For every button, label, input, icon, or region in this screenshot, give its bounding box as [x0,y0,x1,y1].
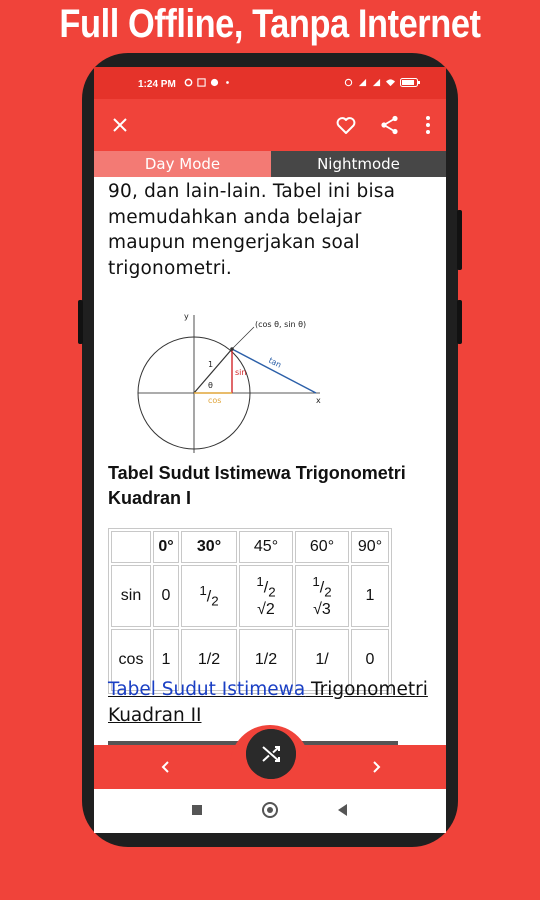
system-nav-bar [94,789,446,833]
y-axis-label: y [184,312,189,321]
signal-icon [358,78,367,87]
article-paragraph: 90, dan lain-lain. Tabel ini bisa memudahkan anda belajar maupun mengerjakan soal trigonometri. [108,181,396,279]
tan-label: tan [267,355,283,370]
phone-side-button [78,300,83,344]
table-cell: 0 [351,629,389,691]
recent-apps-icon[interactable] [192,805,202,815]
home-icon[interactable] [262,802,278,818]
status-system-icons [344,78,420,87]
alarm-icon [344,78,353,87]
table-cell: 0 [153,565,179,627]
close-icon[interactable] [108,113,132,137]
app-notification-icon [210,78,219,87]
share-icon[interactable] [378,113,402,137]
cos-label: cos [208,396,222,405]
angle-label: θ [208,381,213,390]
x-axis-label: x [316,396,321,405]
app-bar [94,99,446,151]
chevron-left-icon[interactable] [156,755,176,779]
table-cell: $^1/_2$ [181,565,237,627]
wifi-icon [386,78,395,87]
next-section-link[interactable]: Tabel Sudut Istimewa [108,679,306,700]
next-section-link-text: Trigonometri Kuadran II [108,679,428,726]
phone-volume-button [457,210,462,270]
table-cell: 1 [153,629,179,691]
table-cell: 1/2 [181,629,237,691]
phone-screen [94,67,446,833]
table-header-cell: 60° [295,531,349,563]
table-header-row [111,531,389,563]
more-vert-icon[interactable] [416,113,440,137]
table-cell: 1 [351,565,389,627]
table-cell: $^1/_2$ √3 [295,565,349,627]
mode-tabs [94,151,446,177]
settings-icon [184,78,193,87]
trig-table [108,528,392,694]
table-header-cell: 45° [239,531,293,563]
status-bar [94,67,446,99]
dot-icon [223,78,232,87]
table-cell: 1/2 [239,629,293,691]
table-cell: cos [111,629,151,691]
heart-icon[interactable] [334,113,358,137]
table-header-cell [111,531,151,563]
shuffle-icon[interactable] [246,729,296,779]
table-header-cell: 30° [181,531,237,563]
table-cell: 1/ [295,629,349,691]
back-icon[interactable] [338,804,347,816]
table-header-cell: 0° [153,531,179,563]
promo-banner-title: Full Offline, Tanpa Internet [59,2,481,46]
chevron-right-icon[interactable] [366,755,386,779]
status-notification-icons [184,78,232,87]
table-row [111,565,389,627]
phone-power-button [457,300,462,344]
battery-icon [400,78,420,87]
tab-night-mode[interactable]: Nightmode [271,151,446,177]
article-content [108,179,438,726]
point-label: (cos θ, sin θ) [255,320,307,329]
next-section-link-line [108,677,438,728]
unit-circle-diagram [128,305,328,455]
table-header-cell: 90° [351,531,389,563]
tab-day-mode[interactable]: Day Mode [94,151,271,177]
table-cell: sin [111,565,151,627]
signal-icon-2 [372,78,381,87]
trig-table-container [108,528,408,668]
sin-label: sin [235,368,247,377]
table-cell: $^1/_2$ √2 [239,565,293,627]
notification-icon [197,78,206,87]
radius-label: 1 [208,360,214,369]
section-heading: Tabel Sudut Istimewa Trigonometri Kuadran I [108,463,406,508]
status-time: 1:24 PM [138,79,176,90]
